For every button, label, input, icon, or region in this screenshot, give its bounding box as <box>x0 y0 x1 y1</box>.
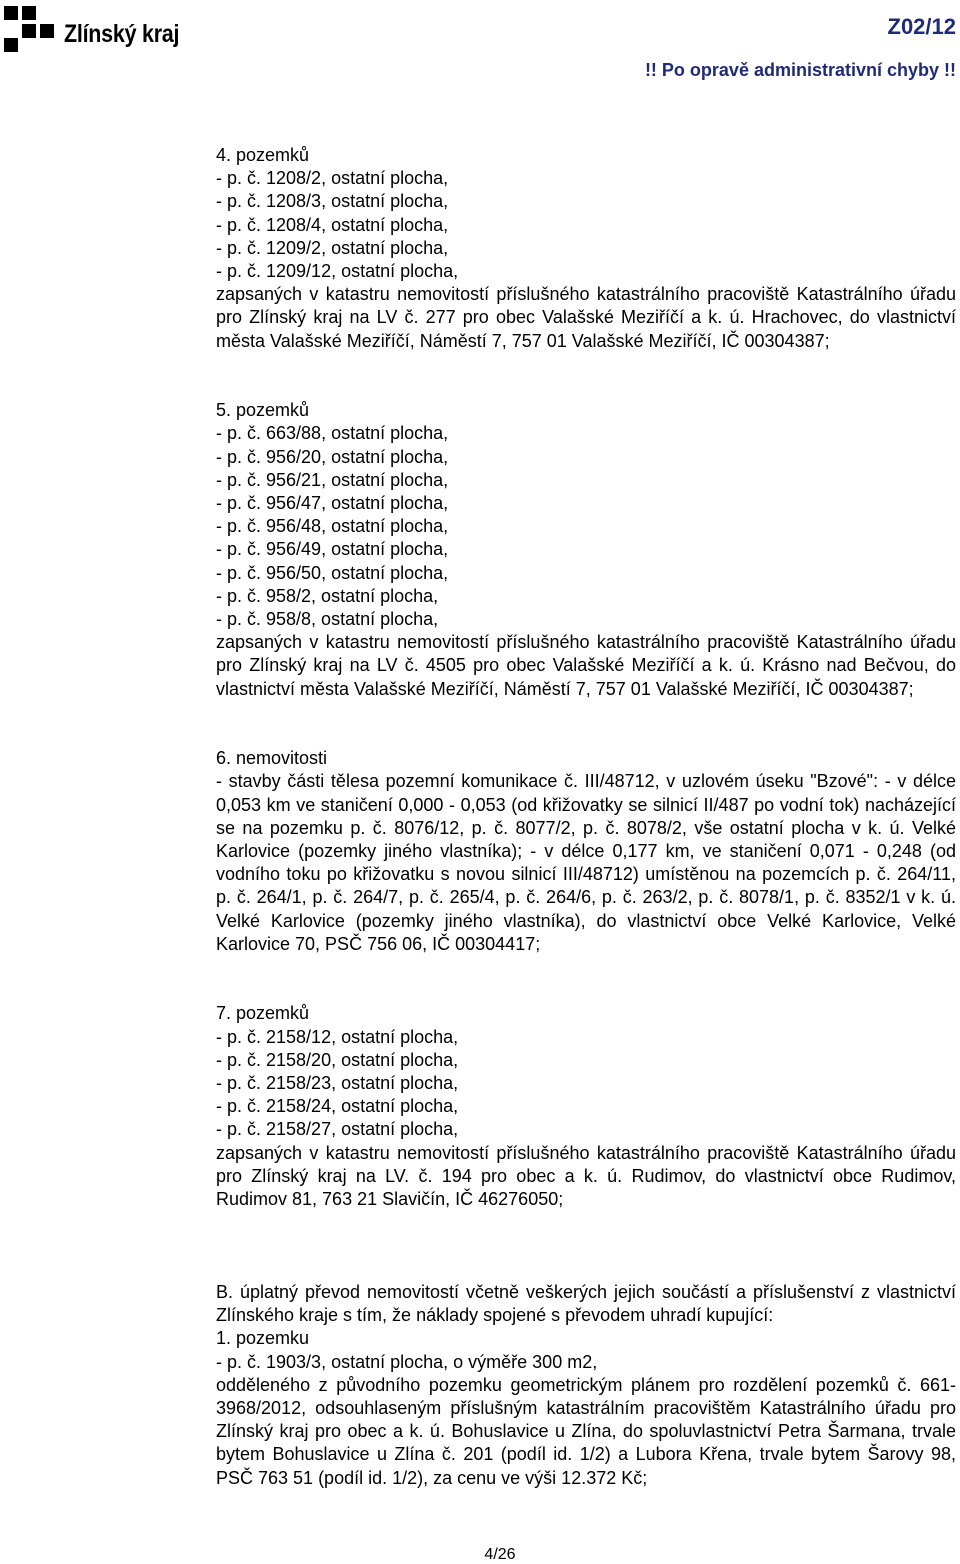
zlinsky-kraj-logo-icon <box>4 6 56 52</box>
parcel-line: - p. č. 956/50, ostatní plocha, <box>216 562 449 583</box>
parcel-line: - p. č. 1903/3, ostatní plocha, o výměře 300 m2, <box>216 1351 598 1372</box>
section-heading: 6. nemovitosti <box>216 748 328 769</box>
parcel-line: - p. č. 2158/27, ostatní plocha, <box>216 1119 459 1140</box>
logo-text: Zlínský kraj <box>64 20 180 48</box>
section-heading: 1. pozemku <box>216 1328 310 1349</box>
section-heading: 7. pozemků <box>216 1003 310 1024</box>
page-header <box>0 0 960 80</box>
parcel-line: - p. č. 2158/12, ostatní plocha, <box>216 1026 459 1047</box>
parcel-line: - p. č. 2158/23, ostatní plocha, <box>216 1073 459 1094</box>
parcel-line: - p. č. 958/8, ostatní plocha, <box>216 609 439 630</box>
section-b-intro: B. úplatný převod nemovitostí včetně veškerých jejich součástí a příslušenství z vlastnictví Zlínského kraje s tím, že náklady spojené s převodem uhradí kupující: <box>216 1281 956 1326</box>
section-paragraph: zapsaných v katastru nemovitostí příslušného katastrálního pracoviště Katastrálního úřadu pro Zlínský kraj na LV č. 4505 pro obec Valašské Meziříčí a k. ú. Krásno nad Bečvou, do vlastnictví města Valašské Meziříčí, Náměstí 7, 757 01 Valašské Meziříčí, IČ 00304387; <box>216 632 956 699</box>
section-7 <box>216 1002 956 1211</box>
document-code: Z02/12 <box>887 14 956 39</box>
section-4 <box>216 144 956 353</box>
parcel-line: - p. č. 958/2, ostatní plocha, <box>216 585 439 606</box>
parcel-line: - p. č. 2158/24, ostatní plocha, <box>216 1096 459 1117</box>
page-number: 4/26 <box>484 1546 516 1563</box>
section-paragraph: - stavby části tělesa pozemní komunikace č. III/48712, v uzlovém úseku "Bzové": - v délce 0,053 km ve staničení 0,000 - 0,053 (od křižovatky se silnicí II/487 po vodní tok) nacházející se na pozemku p. č. 8076/12, p. č. 8077/2, p. č. 8078/2, vše ostatní plocha v k. ú. Velké Karlovice (pozemky jiného vlastníka); - v délce 0,177 km, ve staničení 0,071 - 0,248 (od vodního toku po křižovatku s novou silnicí III/48712) umístěnou na pozemcích p. č. 264/11, p. č. 264/1, p. č. 264/7, p. č. 265/4, p. č. 264/6, p. č. 263/2, p. č. 8078/1, p. č. 8352/1 v k. ú. Velké Karlovice (pozemky jiného vlastníka), do vlastnictví obce Velké Karlovice, Velké Karlovice 70, PSČ 756 06, IČ 00304417; <box>216 771 956 954</box>
parcel-line: - p. č. 956/21, ostatní plocha, <box>216 469 449 490</box>
parcel-line: - p. č. 956/48, ostatní plocha, <box>216 516 449 537</box>
parcel-line: - p. č. 1208/4, ostatní plocha, <box>216 214 449 235</box>
parcel-line: - p. č. 956/47, ostatní plocha, <box>216 493 449 514</box>
parcel-line: - p. č. 1208/3, ostatní plocha, <box>216 191 449 212</box>
parcel-line: - p. č. 1209/2, ostatní plocha, <box>216 237 449 258</box>
parcel-line: - p. č. 1208/2, ostatní plocha, <box>216 168 449 189</box>
section-heading: 5. pozemků <box>216 400 310 421</box>
parcel-line: - p. č. 2158/20, ostatní plocha, <box>216 1049 459 1070</box>
section-paragraph: odděleného z původního pozemku geometrickým plánem pro rozdělení pozemků č. 661-3968/2012, odsouhlaseným příslušným katastrálním pracovištěm Katastrálního úřadu pro Zlínský kraj pro obec a k. ú. Bohuslavice u Zlína, do spoluvlastnictví Petra Šarmana, trvale bytem Bohuslavice u Zlína č. 201 (podíl id. 1/2) a Lubora Křena, trvale bytem Šarovy 98, PSČ 763 51 (podíl id. 1/2), za cenu ve výši 12.372 Kč; <box>216 1374 956 1488</box>
section-6 <box>216 747 956 956</box>
section-paragraph: zapsaných v katastru nemovitostí příslušného katastrálního pracoviště Katastrálního úřadu pro Zlínský kraj na LV č. 277 pro obec Valašské Meziříčí a k. ú. Hrachovec, do vlastnictví města Valašské Meziříčí, Náměstí 7, 757 01 Valašské Meziříčí, IČ 00304387; <box>216 284 956 351</box>
section-paragraph: zapsaných v katastru nemovitostí příslušného katastrálního pracoviště Katastrálního úřadu pro Zlínský kraj na LV. č. 194 pro obec a k. ú. Rudimov, do vlastnictví obce Rudimov, Rudimov 81, 763 21 Slavičín, IČ 46276050; <box>216 1142 956 1210</box>
parcel-line: - p. č. 663/88, ostatní plocha, <box>216 423 449 444</box>
parcel-line: - p. č. 956/20, ostatní plocha, <box>216 446 449 467</box>
section-heading: 4. pozemků <box>216 145 310 165</box>
section-b <box>216 1281 956 1490</box>
section-5 <box>216 399 956 701</box>
parcel-line: - p. č. 956/49, ostatní plocha, <box>216 539 449 560</box>
parcel-line: - p. č. 1209/12, ostatní plocha, <box>216 261 459 282</box>
correction-notice: !! Po opravě administrativní chyby !! <box>644 60 956 80</box>
document-body <box>216 144 956 1513</box>
